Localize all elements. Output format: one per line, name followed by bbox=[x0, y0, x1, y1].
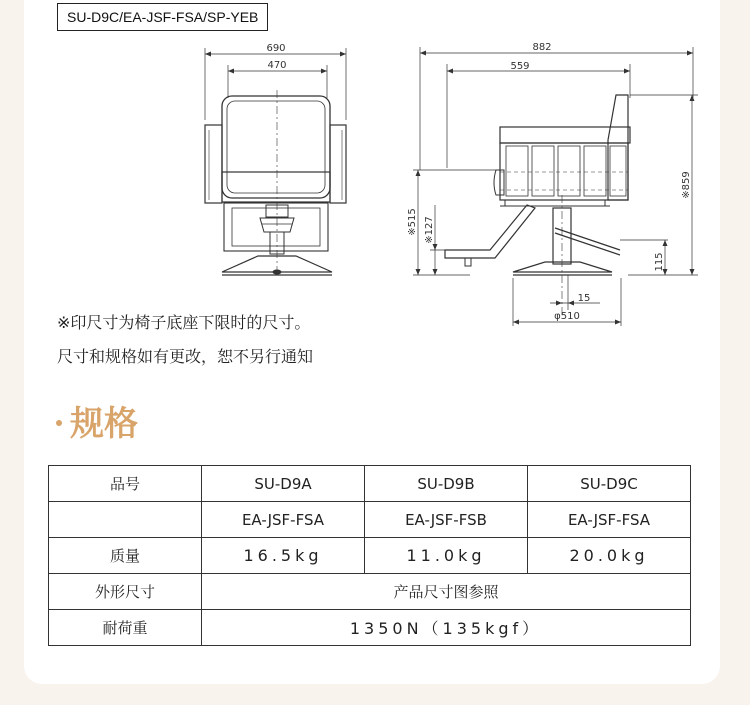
table-cell bbox=[49, 502, 202, 538]
table-row bbox=[49, 466, 691, 502]
table-cell: 1350N（135kgf） bbox=[202, 610, 691, 646]
table-cell: EA-JSF-FSA bbox=[202, 502, 365, 538]
table-cell: 外形尺寸 bbox=[49, 574, 202, 610]
table-row bbox=[49, 574, 691, 610]
section-title-spec: 规格 bbox=[56, 396, 138, 445]
spec-table bbox=[48, 465, 691, 646]
table-cell: SU-D9C bbox=[528, 466, 691, 502]
table-cell: 质量 bbox=[49, 538, 202, 574]
table-cell: EA-JSF-FSB bbox=[365, 502, 528, 538]
table-cell: 11.0kg bbox=[365, 538, 528, 574]
side-view bbox=[407, 42, 698, 326]
dim-front-470: 470 bbox=[267, 60, 287, 71]
dim-side-515: ※515 bbox=[407, 208, 418, 236]
table-cell: 品号 bbox=[49, 466, 202, 502]
table-cell: 产品尺寸图参照 bbox=[202, 574, 691, 610]
note-dimension: ※印尺寸为椅子底座下限时的尺寸。 bbox=[57, 313, 311, 332]
model-tag: SU-D9C/EA-JSF-FSA/SP-YEB bbox=[57, 3, 268, 31]
dim-side-127: ※127 bbox=[424, 216, 435, 244]
table-cell: SU-D9A bbox=[202, 466, 365, 502]
dim-side-559: 559 bbox=[510, 61, 530, 72]
table-row bbox=[49, 538, 691, 574]
dim-side-882: 882 bbox=[532, 42, 552, 53]
table-row bbox=[49, 610, 691, 646]
bullet-dot-icon bbox=[56, 420, 62, 426]
note-change: 尺寸和规格如有更改，恕不另行通知 bbox=[57, 347, 314, 366]
table-cell: SU-D9B bbox=[365, 466, 528, 502]
table-cell: 20.0kg bbox=[528, 538, 691, 574]
dim-side-115: 115 bbox=[654, 252, 665, 272]
table-cell: 16.5kg bbox=[202, 538, 365, 574]
table-row bbox=[49, 502, 691, 538]
table-cell: EA-JSF-FSA bbox=[528, 502, 691, 538]
dim-front-690: 690 bbox=[266, 43, 286, 54]
front-view bbox=[205, 43, 346, 275]
dimension-drawing bbox=[0, 0, 750, 340]
dim-side-859: ※859 bbox=[681, 171, 692, 199]
table-cell: 耐荷重 bbox=[49, 610, 202, 646]
dim-side-510: φ510 bbox=[554, 311, 580, 322]
dim-side-15: 15 bbox=[577, 293, 591, 304]
